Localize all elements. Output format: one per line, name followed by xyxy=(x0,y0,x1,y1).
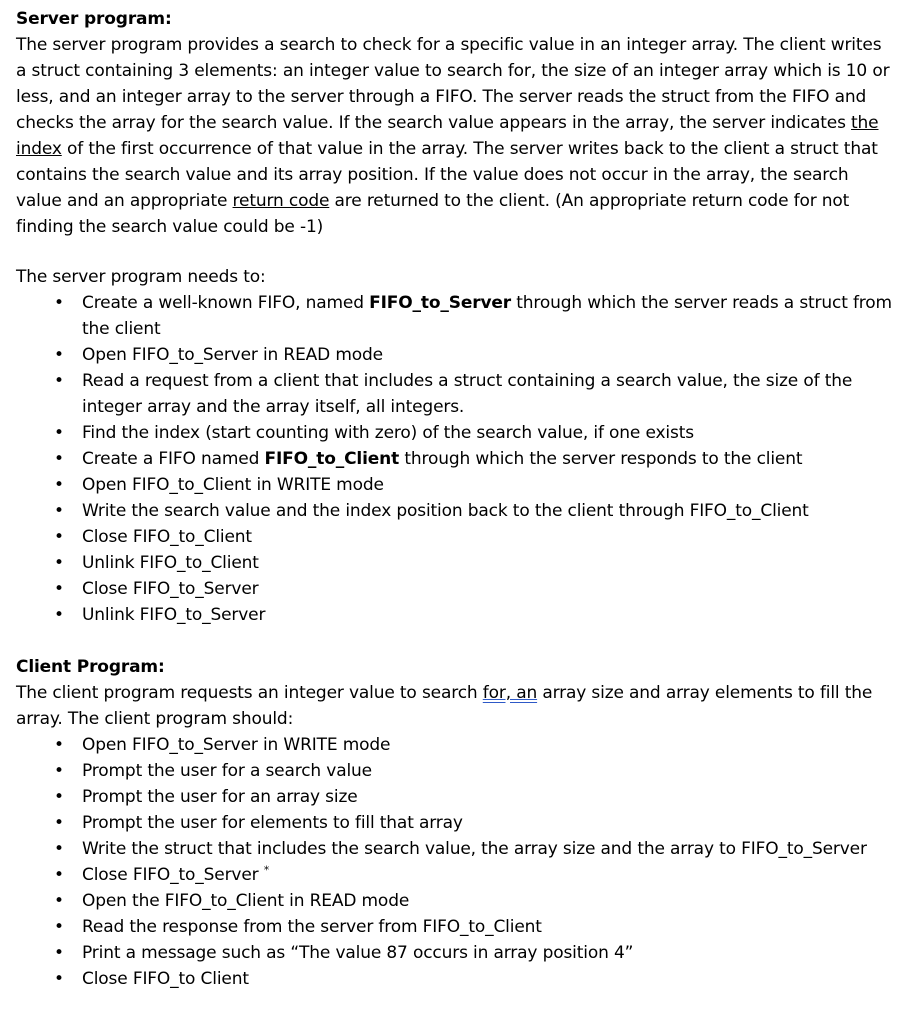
list-item-text: Prompt the user for a search value xyxy=(82,761,372,781)
bullet-icon: • xyxy=(54,579,64,599)
list-item-text: Prompt the user for elements to fill that array xyxy=(82,813,463,833)
list-item-text: Prompt the user for an array size xyxy=(82,787,358,807)
return-code-underlined: return code xyxy=(232,191,330,211)
list-item-text: Open FIFO_to_Server in READ mode xyxy=(82,345,383,365)
bullet-icon: • xyxy=(54,969,64,989)
list-item-text: Open FIFO_to_Server in WRITE mode xyxy=(82,735,391,755)
bullet-icon: • xyxy=(54,501,64,521)
list-item xyxy=(16,732,896,758)
list-item xyxy=(16,290,896,342)
server-desc-text-3: are returned to the client. (An appropriate return code for not finding the search value could be -1) xyxy=(16,191,850,237)
list-item xyxy=(16,862,896,888)
server-steps-list xyxy=(16,290,896,628)
list-item-text: Close FIFO_to_Client xyxy=(82,527,252,547)
list-item xyxy=(16,966,896,992)
bullet-icon: • xyxy=(54,449,64,469)
list-item-text: Close FIFO_to_Server xyxy=(82,579,259,599)
the-index-underlined: the index xyxy=(16,113,879,159)
document-body xyxy=(16,6,896,992)
footnote-asterisk: * xyxy=(263,863,270,877)
list-item xyxy=(16,498,896,524)
list-item-text: Create a well-known FIFO, named xyxy=(82,293,370,313)
bullet-icon: • xyxy=(54,891,64,911)
list-item xyxy=(16,888,896,914)
server-program-heading: Server program: xyxy=(16,9,172,29)
list-item xyxy=(16,550,896,576)
client-desc-text-1: The client program requests an integer value to search xyxy=(16,683,483,703)
list-item-text: Print a message such as “The value 87 occurs in array position 4” xyxy=(82,943,634,963)
bullet-icon: • xyxy=(54,735,64,755)
client-steps-list xyxy=(16,732,896,992)
bullet-icon: • xyxy=(54,605,64,625)
list-item xyxy=(16,836,896,862)
list-item xyxy=(16,914,896,940)
list-item xyxy=(16,784,896,810)
list-item-text: Unlink FIFO_to_Server xyxy=(82,605,266,625)
server-description-paragraph xyxy=(16,32,896,240)
list-item-text: Read a request from a client that includes a struct containing a search value, the size of the integer array and the array itself, all integers. xyxy=(82,371,853,417)
list-item-text: Write the search value and the index position back to the client through FIFO_to_Client xyxy=(82,501,809,521)
list-item xyxy=(16,758,896,784)
list-item-text: Write the struct that includes the search value, the array size and the array to FIFO_to_Server xyxy=(82,839,867,859)
bullet-icon: • xyxy=(54,475,64,495)
bullet-icon: • xyxy=(54,527,64,547)
grammar-flag-underlined: for, an xyxy=(482,683,538,703)
list-item xyxy=(16,940,896,966)
bullet-icon: • xyxy=(54,787,64,807)
bullet-icon: • xyxy=(54,865,64,885)
bullet-icon: • xyxy=(54,943,64,963)
list-item xyxy=(16,472,896,498)
client-desc-text-2: array size and array elements to fill the array. The client program should: xyxy=(16,683,873,729)
bullet-icon: • xyxy=(54,813,64,833)
list-item xyxy=(16,810,896,836)
bullet-icon: • xyxy=(54,345,64,365)
client-program-heading: Client Program: xyxy=(16,657,165,677)
fifo-to-server-bold: FIFO_to_Server xyxy=(369,293,511,313)
list-item-text: Read the response from the server from FIFO_to_Client xyxy=(82,917,542,937)
list-item-text: through which the server responds to the client xyxy=(399,449,803,469)
client-description-paragraph xyxy=(16,680,896,732)
bullet-icon: • xyxy=(54,293,64,313)
list-item xyxy=(16,368,896,420)
list-item-text: Create a FIFO named xyxy=(82,449,265,469)
list-item-text: Open FIFO_to_Client in WRITE mode xyxy=(82,475,384,495)
list-item-text: Close FIFO_to_Server xyxy=(82,865,264,885)
list-item xyxy=(16,602,896,628)
list-item xyxy=(16,342,896,368)
list-item-text: Unlink FIFO_to_Client xyxy=(82,553,259,573)
spacer xyxy=(16,628,896,654)
list-item-text: Open the FIFO_to_Client in READ mode xyxy=(82,891,410,911)
list-item xyxy=(16,524,896,550)
bullet-icon: • xyxy=(54,839,64,859)
server-desc-text-2: of the first occurrence of that value in the array. The server writes back to the client a struct that contains the search value and its array position. If the value does not occur in the array, the search value and an appropriate xyxy=(16,139,878,211)
bullet-icon: • xyxy=(54,371,64,391)
list-item xyxy=(16,420,896,446)
list-item-text: Close FIFO_to Client xyxy=(82,969,249,989)
bullet-icon: • xyxy=(54,553,64,573)
list-item-text: through which the server reads a struct from the client xyxy=(82,293,892,339)
server-desc-text-1: The server program provides a search to check for a specific value in an integer array. The client writes a struct containing 3 elements: an integer value to search for, the size of an integer array which is 10 or less, and an integer array to the server through a FIFO. The server reads the struct from the FIFO and checks the array for the search value. If the search value appears in the array, the server indicates xyxy=(16,35,890,133)
bullet-icon: • xyxy=(54,761,64,781)
list-item xyxy=(16,446,896,472)
server-needs-intro: The server program needs to: xyxy=(16,267,266,287)
bullet-icon: • xyxy=(54,917,64,937)
fifo-to-client-bold: FIFO_to_Client xyxy=(264,449,400,469)
spacer xyxy=(16,240,896,264)
list-item xyxy=(16,576,896,602)
list-item-text: Find the index (start counting with zero) of the search value, if one exists xyxy=(82,423,694,443)
bullet-icon: • xyxy=(54,423,64,443)
